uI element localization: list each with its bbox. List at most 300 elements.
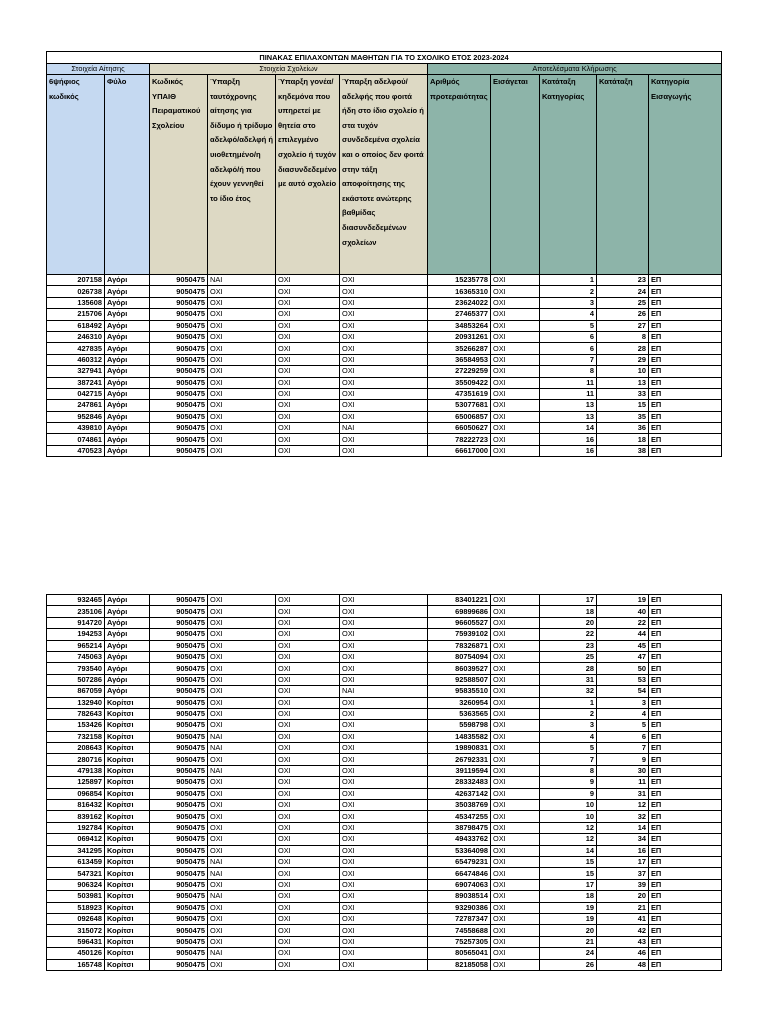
- row-priority: 42637142: [428, 788, 491, 799]
- table-row: [47, 925, 722, 936]
- row-school-code: 9050475: [150, 868, 208, 879]
- row-category-rank: 17: [540, 595, 597, 606]
- row-sibling: ΟΧΙ: [340, 388, 428, 399]
- row-priority: 38798475: [428, 822, 491, 833]
- row-category-rank: 12: [540, 822, 597, 833]
- row-school-code: 9050475: [150, 640, 208, 651]
- row-twin: ΟΧΙ: [208, 902, 276, 913]
- row-code: 246310: [47, 331, 105, 342]
- row-code: 280716: [47, 754, 105, 765]
- row-school-code: 9050475: [150, 434, 208, 445]
- row-gender: Αγόρι: [105, 400, 150, 411]
- row-rank: 16: [597, 845, 649, 856]
- row-parent: ΟΧΙ: [276, 879, 340, 890]
- row-code: 315072: [47, 925, 105, 936]
- row-school-code: 9050475: [150, 297, 208, 308]
- row-priority: 53364098: [428, 845, 491, 856]
- row-priority: 34853264: [428, 320, 491, 331]
- row-school-code: 9050475: [150, 822, 208, 833]
- row-school-code: 9050475: [150, 629, 208, 640]
- row-priority: 95835510: [428, 686, 491, 697]
- row-gender: Αγόρι: [105, 423, 150, 434]
- row-school-code: 9050475: [150, 617, 208, 628]
- row-rank: 35: [597, 411, 649, 422]
- row-school-code: 9050475: [150, 377, 208, 388]
- row-priority: 65479231: [428, 856, 491, 867]
- row-rank: 4: [597, 708, 649, 719]
- row-code: 092648: [47, 913, 105, 924]
- row-category: ΕΠ: [649, 925, 722, 936]
- row-gender: Αγόρι: [105, 640, 150, 651]
- row-category: ΕΠ: [649, 309, 722, 320]
- row-code: 165748: [47, 959, 105, 970]
- row-sibling: ΟΧΙ: [340, 640, 428, 651]
- row-twin: ΝΑΙ: [208, 868, 276, 879]
- table-row: [47, 743, 722, 754]
- row-category: ΕΠ: [649, 423, 722, 434]
- row-sibling: ΟΧΙ: [340, 822, 428, 833]
- row-twin: ΟΧΙ: [208, 811, 276, 822]
- row-priority: 80565041: [428, 948, 491, 959]
- row-code: 914720: [47, 617, 105, 628]
- row-category-rank: 6: [540, 343, 597, 354]
- row-priority: 35509422: [428, 377, 491, 388]
- header-gender: Φύλο: [105, 75, 150, 275]
- row-twin: ΝΑΙ: [208, 948, 276, 959]
- row-sibling: ΟΧΙ: [340, 834, 428, 845]
- row-category-rank: 8: [540, 366, 597, 377]
- table-row: [47, 845, 722, 856]
- row-twin: ΟΧΙ: [208, 411, 276, 422]
- row-admitted: ΟΧΙ: [491, 720, 540, 731]
- row-school-code: 9050475: [150, 936, 208, 947]
- row-category-rank: 5: [540, 320, 597, 331]
- row-parent: ΟΧΙ: [276, 343, 340, 354]
- row-gender: Κορίτσι: [105, 856, 150, 867]
- row-sibling: ΟΧΙ: [340, 297, 428, 308]
- row-parent: ΟΧΙ: [276, 686, 340, 697]
- row-school-code: 9050475: [150, 765, 208, 776]
- table-row: [47, 411, 722, 422]
- row-priority: 36584953: [428, 354, 491, 365]
- row-category: ΕΠ: [649, 902, 722, 913]
- row-school-code: 9050475: [150, 777, 208, 788]
- row-twin: ΝΑΙ: [208, 856, 276, 867]
- row-category: ΕΠ: [649, 275, 722, 286]
- row-category-rank: 8: [540, 765, 597, 776]
- row-priority: 72787347: [428, 913, 491, 924]
- table-row: [47, 913, 722, 924]
- row-category-rank: 1: [540, 697, 597, 708]
- row-rank: 27: [597, 320, 649, 331]
- row-parent: ΟΧΙ: [276, 891, 340, 902]
- row-rank: 41: [597, 913, 649, 924]
- row-category: ΕΠ: [649, 320, 722, 331]
- row-admitted: ΟΧΙ: [491, 297, 540, 308]
- row-rank: 15: [597, 400, 649, 411]
- row-rank: 46: [597, 948, 649, 959]
- row-gender: Αγόρι: [105, 331, 150, 342]
- table-row: [47, 800, 722, 811]
- row-twin: ΝΑΙ: [208, 743, 276, 754]
- row-sibling: ΟΧΙ: [340, 754, 428, 765]
- row-category-rank: 9: [540, 777, 597, 788]
- row-code: 470523: [47, 445, 105, 456]
- row-twin: ΝΑΙ: [208, 765, 276, 776]
- table-row: [47, 856, 722, 867]
- row-twin: ΟΧΙ: [208, 913, 276, 924]
- header-school-code: Κωδικός ΥΠΑΙΘ Πειραματικού Σχολείου: [150, 75, 208, 275]
- row-rank: 54: [597, 686, 649, 697]
- row-category: ΕΠ: [649, 377, 722, 388]
- row-school-code: 9050475: [150, 674, 208, 685]
- row-category-rank: 19: [540, 913, 597, 924]
- row-parent: ΟΧΙ: [276, 788, 340, 799]
- row-admitted: ΟΧΙ: [491, 743, 540, 754]
- row-twin: ΟΧΙ: [208, 606, 276, 617]
- row-category: ΕΠ: [649, 617, 722, 628]
- table-row: [47, 320, 722, 331]
- row-gender: Αγόρι: [105, 663, 150, 674]
- row-rank: 18: [597, 434, 649, 445]
- row-gender: Αγόρι: [105, 686, 150, 697]
- row-category: ΕΠ: [649, 856, 722, 867]
- row-parent: ΟΧΙ: [276, 959, 340, 970]
- row-category: ΕΠ: [649, 868, 722, 879]
- row-rank: 17: [597, 856, 649, 867]
- table-row: [47, 902, 722, 913]
- row-gender: Κορίτσι: [105, 800, 150, 811]
- row-sibling: ΟΧΙ: [340, 674, 428, 685]
- row-admitted: ΟΧΙ: [491, 423, 540, 434]
- row-category: ΕΠ: [649, 959, 722, 970]
- header-code: 6ψήφιος κωδικός: [47, 75, 105, 275]
- row-code: 793540: [47, 663, 105, 674]
- row-category-rank: 11: [540, 377, 597, 388]
- row-priority: 47351619: [428, 388, 491, 399]
- row-rank: 48: [597, 959, 649, 970]
- header-rank: Κατάταξη: [597, 75, 649, 275]
- row-admitted: ΟΧΙ: [491, 879, 540, 890]
- row-admitted: ΟΧΙ: [491, 377, 540, 388]
- row-sibling: ΟΧΙ: [340, 411, 428, 422]
- row-admitted: ΟΧΙ: [491, 309, 540, 320]
- row-school-code: 9050475: [150, 388, 208, 399]
- row-category-rank: 1: [540, 275, 597, 286]
- row-priority: 35038769: [428, 800, 491, 811]
- row-admitted: ΟΧΙ: [491, 366, 540, 377]
- row-school-code: 9050475: [150, 309, 208, 320]
- row-code: 867059: [47, 686, 105, 697]
- row-admitted: ΟΧΙ: [491, 777, 540, 788]
- row-code: 450126: [47, 948, 105, 959]
- row-school-code: 9050475: [150, 925, 208, 936]
- row-sibling: ΟΧΙ: [340, 879, 428, 890]
- row-admitted: ΟΧΙ: [491, 708, 540, 719]
- table-row: [47, 377, 722, 388]
- row-school-code: 9050475: [150, 400, 208, 411]
- row-category-rank: 3: [540, 297, 597, 308]
- row-twin: ΟΧΙ: [208, 663, 276, 674]
- table-row: [47, 651, 722, 662]
- row-category-rank: 21: [540, 936, 597, 947]
- table-row: [47, 731, 722, 742]
- row-category: ΕΠ: [649, 388, 722, 399]
- row-twin: ΟΧΙ: [208, 423, 276, 434]
- row-admitted: ΟΧΙ: [491, 913, 540, 924]
- row-category: ΕΠ: [649, 720, 722, 731]
- row-rank: 5: [597, 720, 649, 731]
- row-category-rank: 16: [540, 445, 597, 456]
- row-parent: ΟΧΙ: [276, 354, 340, 365]
- row-admitted: ΟΧΙ: [491, 925, 540, 936]
- row-rank: 8: [597, 331, 649, 342]
- row-twin: ΟΧΙ: [208, 788, 276, 799]
- row-parent: ΟΧΙ: [276, 595, 340, 606]
- row-twin: ΟΧΙ: [208, 845, 276, 856]
- row-code: 782643: [47, 708, 105, 719]
- row-priority: 93290386: [428, 902, 491, 913]
- row-rank: 42: [597, 925, 649, 936]
- row-rank: 23: [597, 275, 649, 286]
- row-school-code: 9050475: [150, 275, 208, 286]
- row-priority: 66617000: [428, 445, 491, 456]
- row-school-code: 9050475: [150, 354, 208, 365]
- row-code: 207158: [47, 275, 105, 286]
- row-twin: ΟΧΙ: [208, 388, 276, 399]
- row-category: ΕΠ: [649, 354, 722, 365]
- row-sibling: ΟΧΙ: [340, 708, 428, 719]
- row-rank: 39: [597, 879, 649, 890]
- row-school-code: 9050475: [150, 686, 208, 697]
- row-category-rank: 5: [540, 743, 597, 754]
- row-gender: Αγόρι: [105, 411, 150, 422]
- row-category: ΕΠ: [649, 743, 722, 754]
- row-code: 839162: [47, 811, 105, 822]
- table-row: [47, 354, 722, 365]
- row-code: 208643: [47, 743, 105, 754]
- row-gender: Αγόρι: [105, 354, 150, 365]
- row-school-code: 9050475: [150, 320, 208, 331]
- row-category-rank: 11: [540, 388, 597, 399]
- row-sibling: ΟΧΙ: [340, 959, 428, 970]
- row-priority: 5598798: [428, 720, 491, 731]
- row-parent: ΟΧΙ: [276, 309, 340, 320]
- row-rank: 22: [597, 617, 649, 628]
- row-parent: ΟΧΙ: [276, 629, 340, 640]
- row-category-rank: 10: [540, 800, 597, 811]
- row-parent: ΟΧΙ: [276, 411, 340, 422]
- row-sibling: ΟΧΙ: [340, 275, 428, 286]
- row-code: 503981: [47, 891, 105, 902]
- row-category-rank: 7: [540, 754, 597, 765]
- row-parent: ΟΧΙ: [276, 731, 340, 742]
- header-admitted: Εισάγεται: [491, 75, 540, 275]
- table-row: [47, 640, 722, 651]
- group-draw-results: Αποτελέσματα Κλήρωσης: [428, 64, 722, 75]
- row-twin: ΝΑΙ: [208, 275, 276, 286]
- row-rank: 30: [597, 765, 649, 776]
- row-school-code: 9050475: [150, 731, 208, 742]
- row-parent: ΟΧΙ: [276, 822, 340, 833]
- row-parent: ΟΧΙ: [276, 377, 340, 388]
- row-category-rank: 9: [540, 788, 597, 799]
- row-priority: 69899686: [428, 606, 491, 617]
- row-gender: Κορίτσι: [105, 834, 150, 845]
- row-rank: 10: [597, 366, 649, 377]
- table-row: [47, 617, 722, 628]
- row-parent: ΟΧΙ: [276, 913, 340, 924]
- row-admitted: ΟΧΙ: [491, 800, 540, 811]
- row-school-code: 9050475: [150, 663, 208, 674]
- row-sibling: ΟΧΙ: [340, 286, 428, 297]
- row-code: 096854: [47, 788, 105, 799]
- row-priority: 39119594: [428, 765, 491, 776]
- row-priority: 75939102: [428, 629, 491, 640]
- row-school-code: 9050475: [150, 902, 208, 913]
- row-code: 074861: [47, 434, 105, 445]
- row-gender: Κορίτσι: [105, 913, 150, 924]
- row-category-rank: 6: [540, 331, 597, 342]
- row-category: ΕΠ: [649, 708, 722, 719]
- row-school-code: 9050475: [150, 720, 208, 731]
- row-category-rank: 3: [540, 720, 597, 731]
- row-admitted: ΟΧΙ: [491, 822, 540, 833]
- row-school-code: 9050475: [150, 445, 208, 456]
- row-twin: ΟΧΙ: [208, 377, 276, 388]
- table-row: [47, 366, 722, 377]
- row-category: ΕΠ: [649, 754, 722, 765]
- row-gender: Κορίτσι: [105, 765, 150, 776]
- row-school-code: 9050475: [150, 913, 208, 924]
- row-twin: ΟΧΙ: [208, 309, 276, 320]
- row-parent: ΟΧΙ: [276, 640, 340, 651]
- row-rank: 40: [597, 606, 649, 617]
- row-code: 547321: [47, 868, 105, 879]
- row-category-rank: 15: [540, 856, 597, 867]
- row-category: ΕΠ: [649, 822, 722, 833]
- row-sibling: ΟΧΙ: [340, 902, 428, 913]
- row-category-rank: 4: [540, 309, 597, 320]
- row-admitted: ΟΧΙ: [491, 948, 540, 959]
- row-parent: ΟΧΙ: [276, 936, 340, 947]
- row-category-rank: 7: [540, 354, 597, 365]
- row-twin: ΟΧΙ: [208, 617, 276, 628]
- row-admitted: ΟΧΙ: [491, 731, 540, 742]
- row-parent: ΟΧΙ: [276, 845, 340, 856]
- row-priority: 75257305: [428, 936, 491, 947]
- table-row: [47, 754, 722, 765]
- row-parent: ΟΧΙ: [276, 434, 340, 445]
- row-category-rank: 13: [540, 411, 597, 422]
- row-code: 439810: [47, 423, 105, 434]
- row-school-code: 9050475: [150, 948, 208, 959]
- row-sibling: ΟΧΙ: [340, 343, 428, 354]
- row-sibling: ΟΧΙ: [340, 777, 428, 788]
- row-parent: ΟΧΙ: [276, 948, 340, 959]
- row-admitted: ΟΧΙ: [491, 606, 540, 617]
- row-sibling: ΟΧΙ: [340, 320, 428, 331]
- row-gender: Αγόρι: [105, 343, 150, 354]
- row-twin: ΟΧΙ: [208, 708, 276, 719]
- row-category-rank: 24: [540, 948, 597, 959]
- row-priority: 14835582: [428, 731, 491, 742]
- row-category: ΕΠ: [649, 411, 722, 422]
- row-gender: Αγόρι: [105, 297, 150, 308]
- row-gender: Αγόρι: [105, 651, 150, 662]
- row-school-code: 9050475: [150, 331, 208, 342]
- row-parent: ΟΧΙ: [276, 834, 340, 845]
- row-category-rank: 25: [540, 651, 597, 662]
- row-school-code: 9050475: [150, 651, 208, 662]
- row-rank: 38: [597, 445, 649, 456]
- row-school-code: 9050475: [150, 743, 208, 754]
- row-code: 460312: [47, 354, 105, 365]
- row-admitted: ΟΧΙ: [491, 686, 540, 697]
- row-sibling: ΟΧΙ: [340, 606, 428, 617]
- row-admitted: ΟΧΙ: [491, 343, 540, 354]
- row-rank: 29: [597, 354, 649, 365]
- row-code: 816432: [47, 800, 105, 811]
- row-sibling: ΟΧΙ: [340, 445, 428, 456]
- row-category-rank: 26: [540, 959, 597, 970]
- row-sibling: ΟΧΙ: [340, 948, 428, 959]
- row-code: 932465: [47, 595, 105, 606]
- row-parent: ΟΧΙ: [276, 925, 340, 936]
- row-sibling: ΟΧΙ: [340, 856, 428, 867]
- row-priority: 96605527: [428, 617, 491, 628]
- row-twin: ΟΧΙ: [208, 959, 276, 970]
- table-row: [47, 686, 722, 697]
- row-code: 341295: [47, 845, 105, 856]
- table-row: [47, 891, 722, 902]
- row-parent: ΟΧΙ: [276, 868, 340, 879]
- row-sibling: ΟΧΙ: [340, 936, 428, 947]
- row-parent: ΟΧΙ: [276, 663, 340, 674]
- row-school-code: 9050475: [150, 788, 208, 799]
- row-sibling: ΟΧΙ: [340, 765, 428, 776]
- row-gender: Κορίτσι: [105, 868, 150, 879]
- row-priority: 83401221: [428, 595, 491, 606]
- row-code: 135608: [47, 297, 105, 308]
- row-code: 596431: [47, 936, 105, 947]
- row-priority: 78222723: [428, 434, 491, 445]
- row-priority: 20931261: [428, 331, 491, 342]
- row-category-rank: 23: [540, 640, 597, 651]
- row-admitted: ΟΧΙ: [491, 286, 540, 297]
- table-row: [47, 959, 722, 970]
- row-category-rank: 28: [540, 663, 597, 674]
- row-category: ΕΠ: [649, 811, 722, 822]
- row-gender: Κορίτσι: [105, 754, 150, 765]
- row-admitted: ΟΧΙ: [491, 868, 540, 879]
- row-sibling: ΟΧΙ: [340, 309, 428, 320]
- row-parent: ΟΧΙ: [276, 800, 340, 811]
- row-rank: 26: [597, 309, 649, 320]
- header-parent-serving: Ύπαρξη γονέα/κηδεμόνα που υπηρετεί με θητεία στο επιλεγμένο σχολείο ή τυχόν διασυνδεδεμένο με αυτό σχολείο: [276, 75, 340, 275]
- row-category-rank: 12: [540, 834, 597, 845]
- row-admitted: ΟΧΙ: [491, 445, 540, 456]
- row-sibling: ΟΧΙ: [340, 663, 428, 674]
- header-twin-request: Ύπαρξη ταυτόχρονης αίτησης για δίδυμο ή τρίδυμο αδελφό/αδελφή ή υιοθετημένο/η αδελφό/ή που έχουν γεννηθεί το ίδιο έτος: [208, 75, 276, 275]
- row-priority: 35266287: [428, 343, 491, 354]
- row-twin: ΟΧΙ: [208, 400, 276, 411]
- row-rank: 33: [597, 388, 649, 399]
- row-school-code: 9050475: [150, 891, 208, 902]
- row-gender: Αγόρι: [105, 275, 150, 286]
- row-priority: 28332483: [428, 777, 491, 788]
- table-row: [47, 606, 722, 617]
